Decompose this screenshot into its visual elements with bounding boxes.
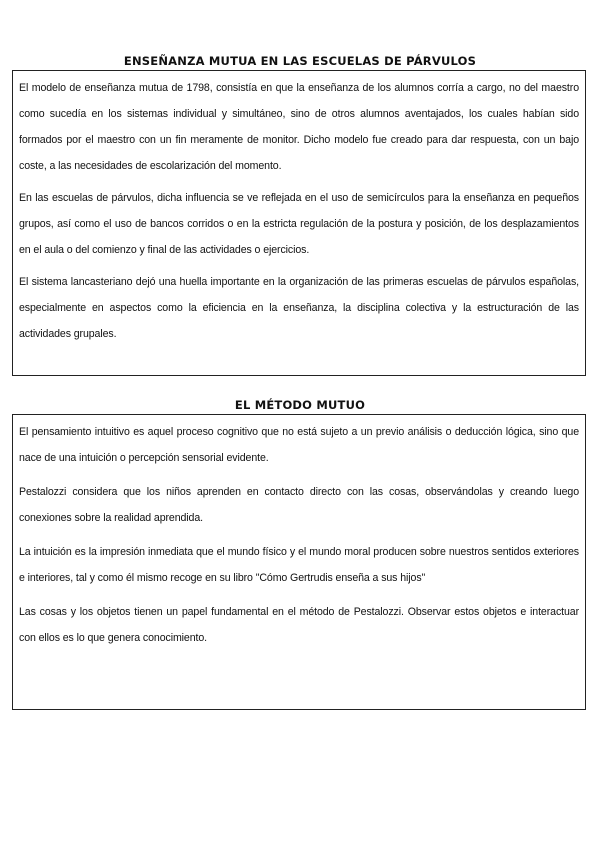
- paragraph-cosas-objetos: Las cosas y los objetos tienen un papel fundamental en el método de Pestalozzi. Observar estos objetos e interactuar con ellos es lo que genera conocimiento.: [19, 606, 579, 644]
- paragraph-pensamiento-intuitivo: El pensamiento intuitivo es aquel proceso cognitivo que no está sujeto a un previo análisis o deducción lógica, sino que nace de una intuición o percepción sensorial evidente.: [19, 426, 579, 464]
- ensenanza-mutua-text-box: [12, 70, 586, 376]
- paragraph-sistema-lancasteriano: El sistema lancasteriano dejó una huella importante en la organización de las primeras escuelas de párvulos españolas, especialmente en aspectos como la eficiencia en la enseñanza, la disciplina colectiva y la estructuración de las actividades grupales.: [19, 276, 579, 340]
- section-title-ensenanza-mutua: ENSEÑANZA MUTUA EN LAS ESCUELAS DE PÁRVULOS: [123, 54, 477, 68]
- metodo-mutuo-text-box: [12, 414, 586, 710]
- paragraph-pestalozzi-contacto: Pestalozzi considera que los niños aprenden en contacto directo con las cosas, observándolas y creando luego conexiones sobre la realidad aprendida.: [19, 486, 579, 524]
- paragraph-modelo-ensenanza-mutua: El modelo de enseñanza mutua de 1798, consistía en que la enseñanza de los alumnos corría a cargo, no del maestro como sucedía en los sistemas individual y simultáneo, sino de otros alumnos aventajados, los cuales habían sido formados por el maestro con un fin meramente de monitor. Dicho modelo fue creado para dar respuesta, con un bajo coste, a las necesidades de escolarización del momento.: [19, 82, 579, 172]
- section-title-metodo-mutuo: EL MÉTODO MUTUO: [234, 398, 366, 412]
- paragraph-escuelas-parvulos: En las escuelas de párvulos, dicha influencia se ve reflejada en el uso de semicírculos para la enseñanza en pequeños grupos, así como el uso de bancos corridos o en la estricta regulación de la postura y posición, de los desplazamientos en el aula o del comienzo y final de las actividades o ejercicios.: [19, 192, 579, 256]
- paragraph-intuicion: La intuición es la impresión inmediata que el mundo físico y el mundo moral producen sobre nuestros sentidos exteriores e interiores, tal y como él mismo recoge en su libro "Cómo Gertrudis enseña a sus hijos": [19, 546, 579, 584]
